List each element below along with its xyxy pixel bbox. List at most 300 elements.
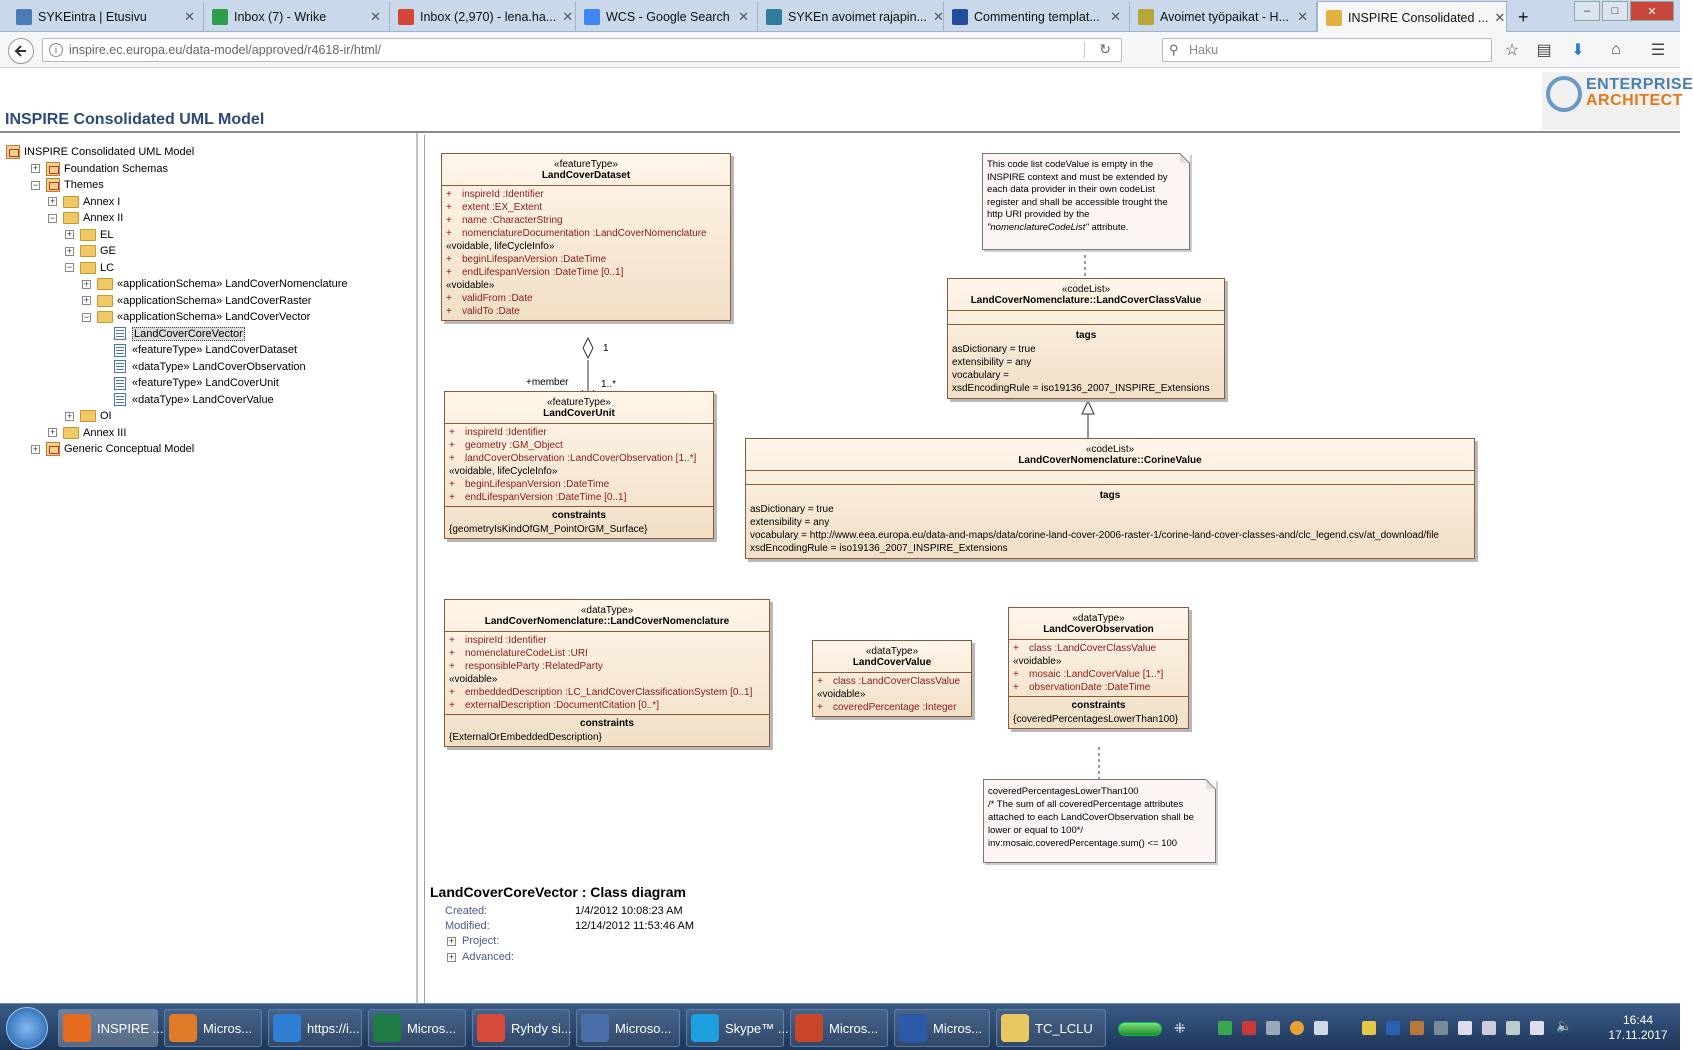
tree-node[interactable] — [48, 194, 120, 210]
note-tail: attribute. — [1088, 221, 1129, 233]
attribute-text: coveredPercentage :Integer — [833, 702, 957, 713]
constraint: {coveredPercentagesLowerThan100} — [1013, 714, 1179, 725]
uml-attribute — [449, 686, 769, 699]
tree-node-label: Generic Conceptual Model — [64, 443, 195, 455]
visibility-public-icon: + — [446, 293, 452, 304]
uml-attribute — [446, 201, 730, 214]
tree-node-label: Annex III — [83, 426, 127, 439]
attribute-text: name :CharacterString — [462, 215, 563, 226]
mult-top: 1 — [603, 343, 609, 354]
browser-tab[interactable] — [758, 2, 944, 32]
collapse-icon[interactable]: − — [32, 179, 39, 190]
browser-tab[interactable] — [8, 2, 204, 32]
uml-attribute — [449, 491, 709, 504]
uml-attribute — [1013, 681, 1184, 694]
constraints-title: constraints — [1071, 700, 1126, 711]
tree-node[interactable] — [99, 342, 297, 358]
maximize-button[interactable]: □ — [1602, 1, 1628, 21]
tab-label: Commenting templat... — [974, 10, 1100, 24]
tree-node[interactable] — [65, 243, 116, 259]
taskbar-button[interactable] — [164, 1009, 262, 1047]
app-icon — [477, 1014, 505, 1042]
visibility-public-icon: + — [449, 661, 455, 672]
expand-icon[interactable]: + — [66, 410, 73, 421]
class-landcoverobservation[interactable] — [1008, 607, 1189, 729]
tray-update-icon[interactable] — [1290, 1021, 1304, 1035]
tray-monitor-icon[interactable] — [1434, 1021, 1448, 1035]
taskbar-button-label: Micros... — [407, 1020, 457, 1036]
visibility-public-icon: + — [449, 440, 455, 451]
uml-attribute — [446, 292, 730, 305]
tab-close-icon[interactable]: ✕ — [1297, 9, 1308, 24]
browser-tab[interactable] — [390, 2, 576, 32]
expand-icon[interactable]: + — [83, 295, 90, 305]
uml-attribute — [449, 478, 709, 491]
taskbar-button-label: https://i... — [307, 1020, 360, 1036]
tree-node-label: Annex I — [83, 195, 121, 208]
app-icon — [169, 1014, 197, 1042]
package-icon — [46, 442, 60, 456]
tree-node-label: Foundation Schemas — [64, 162, 168, 175]
text-line: xsdEncodingRule = iso19136_2007_INSPIRE_Extensions — [750, 543, 1008, 554]
attribute-text: mosaic :LandCoverValue [1..*] — [1029, 669, 1164, 680]
uml-attribute — [446, 266, 730, 279]
attribute-text: beginLifespanVersion :DateTime — [465, 479, 610, 490]
visibility-public-icon: + — [449, 635, 455, 646]
system-clock[interactable] — [1604, 1013, 1672, 1043]
modified-label — [445, 920, 490, 932]
package-icon — [46, 178, 60, 192]
tree-node[interactable] — [82, 276, 348, 292]
attribute-text: inspireId :Identifier — [465, 635, 547, 646]
folder-icon — [63, 196, 79, 208]
class-icon — [114, 377, 126, 390]
tray-app-icon[interactable] — [1386, 1021, 1400, 1035]
search-icon: ⚲ — [1169, 42, 1179, 57]
attr-group: «voidable, lifeCycleInfo» — [449, 466, 558, 477]
uml-attribute — [446, 253, 730, 266]
class-name: LandCoverObservation — [1043, 624, 1154, 635]
logo-ring-icon — [1546, 76, 1582, 112]
text-line: vocabulary = — [952, 370, 1009, 381]
attribute-text: validTo :Date — [462, 306, 520, 317]
browser-tab[interactable] — [1317, 1, 1507, 33]
class-name: LandCoverNomenclature::LandCoverNomenclature — [484, 616, 730, 627]
tab-favicon-icon — [952, 9, 968, 25]
note-italic: "nomenclatureCodeList" — [987, 221, 1089, 233]
taskbar-button-label: INSPIRE ... — [97, 1020, 164, 1036]
tray-flag-icon[interactable] — [1482, 1021, 1496, 1035]
modified-key: Modified: — [445, 920, 490, 932]
uml-attribute — [449, 699, 769, 712]
uml-attribute — [817, 701, 967, 714]
tab-close-icon[interactable]: ✕ — [1110, 9, 1121, 24]
constraint: {ExternalOrEmbeddedDescription} — [449, 732, 602, 743]
tray-folder-icon[interactable] — [1362, 1021, 1376, 1035]
uml-attribute — [449, 426, 709, 439]
page-title: INSPIRE Consolidated UML Model — [5, 111, 265, 128]
advanced-expander[interactable] — [447, 951, 514, 963]
app-icon — [373, 1014, 401, 1042]
visibility-public-icon: + — [817, 676, 823, 687]
tray-sync-icon[interactable] — [1218, 1021, 1232, 1035]
tree-node-label: Themes — [64, 179, 104, 191]
generalization-triangle-icon — [1082, 401, 1094, 414]
class-landcoverunit[interactable] — [444, 391, 714, 539]
folder-icon — [80, 245, 96, 257]
visibility-public-icon: + — [446, 254, 452, 265]
created-value: 1/4/2012 10:08:23 AM — [575, 905, 683, 917]
constraints-title: constraints — [552, 510, 606, 521]
advanced-label: Advanced: — [462, 951, 514, 963]
tree-node-label: «applicationSchema» LandCoverVector — [117, 311, 311, 323]
attribute-text: extent :EX_Extent — [462, 202, 543, 213]
tab-favicon-icon — [584, 9, 600, 25]
attribute-text: endLifespanVersion :DateTime [0..1] — [465, 492, 627, 503]
folder-icon — [97, 311, 113, 323]
tray-battery-icon[interactable] — [1506, 1021, 1520, 1035]
logo-line2: ARCHITECT — [1586, 92, 1683, 109]
tray-device-icon[interactable] — [1266, 1021, 1280, 1035]
info-icon[interactable]: i — [49, 43, 63, 57]
expand-icon[interactable]: + — [49, 427, 56, 437]
tree-node-label: Annex II — [83, 212, 124, 224]
app-icon — [795, 1014, 823, 1042]
class-landcovernomenclature[interactable] — [444, 599, 770, 747]
collapse-icon[interactable]: − — [83, 311, 90, 322]
model-tree-pane — [0, 133, 418, 1003]
class-landcoverclassvalue[interactable] — [947, 278, 1225, 399]
note-codelist[interactable] — [982, 153, 1190, 250]
uml-attribute — [446, 214, 730, 227]
collapse-icon[interactable]: − — [66, 262, 73, 272]
taskbar-button[interactable] — [790, 1009, 888, 1047]
aggregation-diamond-icon — [583, 338, 593, 358]
tray-people-icon[interactable] — [1314, 1021, 1328, 1035]
reading-list-icon[interactable]: ▤ — [1536, 42, 1552, 59]
clock-date: 17.11.2017 — [1608, 1028, 1668, 1042]
taskbar-button-label: Micros... — [829, 1020, 879, 1036]
tab-close-icon[interactable]: ✕ — [738, 9, 749, 24]
class-corinevalue[interactable] — [745, 438, 1475, 559]
attribute-text: class :LandCoverClassValue — [1029, 643, 1157, 654]
attr-group: «voidable» — [817, 689, 866, 700]
constraints-title: constraints — [580, 718, 634, 729]
tray-network-icon[interactable] — [1458, 1021, 1472, 1035]
class-name: LandCoverNomenclature::LandCoverClassValue — [970, 295, 1202, 306]
stereotype: «featureType» — [547, 397, 611, 408]
url-bar[interactable] — [42, 38, 1122, 62]
tab-label: Inbox (7) - Wrike — [234, 10, 327, 24]
visibility-public-icon: + — [446, 228, 452, 239]
taskbar-button[interactable] — [996, 1009, 1106, 1047]
stereotype: «featureType» — [554, 159, 618, 170]
reload-icon[interactable]: ↻ — [1099, 41, 1111, 57]
tree-node-label: OI — [100, 410, 112, 422]
taskbar-button-label: Micros... — [933, 1020, 983, 1036]
visibility-public-icon: + — [449, 427, 455, 438]
class-icon — [114, 344, 126, 357]
taskbar-button[interactable] — [472, 1009, 570, 1047]
folder-icon — [97, 278, 113, 290]
project-expander[interactable] — [447, 935, 499, 947]
tab-favicon-icon — [212, 9, 228, 25]
constraint: {geometryIsKindOfGM_PointOrGM_Surface} — [449, 524, 648, 535]
text-line: lower or equal to 100*/ — [988, 825, 1084, 836]
back-arrow-icon — [14, 44, 28, 58]
folder-icon — [97, 295, 113, 307]
tree-node-label: EL — [100, 228, 114, 241]
tab-label: Inbox (2,970) - lena.ha... — [420, 10, 557, 24]
class-landcovervalue[interactable] — [812, 640, 972, 717]
visibility-public-icon: + — [449, 492, 455, 503]
attribute-text: validFrom :Date — [462, 293, 533, 304]
visibility-public-icon: + — [449, 453, 455, 464]
uml-attribute — [449, 634, 769, 647]
class-name: LandCoverDataset — [541, 170, 631, 181]
tree-node[interactable] — [65, 260, 114, 276]
tree-node[interactable] — [48, 425, 126, 441]
visibility-public-icon: + — [446, 267, 452, 278]
clock-time: 16:44 — [1622, 1013, 1654, 1027]
browser-nav-bar — [0, 32, 1680, 68]
created-key: Created: — [445, 905, 488, 917]
expand-icon: + — [448, 951, 455, 962]
tags-title: tags — [1099, 490, 1121, 501]
tab-close-icon[interactable]: ✕ — [184, 9, 195, 24]
diagram-icon — [114, 327, 126, 340]
start-button[interactable] — [6, 1007, 48, 1049]
tree-node[interactable] — [82, 293, 311, 309]
status-pill-icon[interactable] — [1118, 1022, 1162, 1036]
taskbar-button[interactable] — [894, 1009, 990, 1047]
taskbar-button-label: Micros... — [203, 1020, 253, 1036]
folder-icon — [80, 262, 96, 274]
uml-attribute — [449, 660, 769, 673]
text-line: asDictionary = true — [750, 504, 834, 515]
tab-favicon-icon — [1326, 10, 1342, 26]
volume-icon[interactable]: 🔈 — [1556, 1018, 1573, 1033]
tree-node[interactable] — [48, 210, 123, 226]
browser-tab[interactable] — [576, 2, 758, 32]
uml-attribute — [449, 647, 769, 660]
class-name: LandCoverNomenclature::CorineValue — [1018, 455, 1202, 466]
created-label — [445, 905, 487, 917]
taskbar-button-label: Ryhdy si... — [511, 1020, 572, 1036]
expand-icon[interactable]: + — [32, 443, 39, 454]
tags-title: tags — [1075, 330, 1097, 341]
uml-attribute — [446, 188, 730, 201]
attr-group: «voidable» — [449, 674, 498, 685]
note-text: This code list codeValue is empty in the INSPIRE context and must be extended by each data provider in their own codeList register and shall be accessible trought the http URI provided by the — [987, 159, 1168, 220]
text-line: coveredPercentagesLowerThan100 — [988, 786, 1139, 797]
tree-node[interactable] — [31, 161, 168, 177]
attr-group: «voidable» — [1013, 656, 1062, 667]
stereotype: «dataType» — [1072, 613, 1125, 624]
visibility-public-icon: + — [446, 189, 452, 200]
taskbar-button[interactable] — [58, 1009, 164, 1047]
tab-favicon-icon — [766, 9, 782, 25]
taskbar-button-label: Microso... — [615, 1020, 672, 1036]
folder-icon — [80, 410, 96, 422]
browser-tab[interactable] — [204, 2, 390, 32]
tree-node[interactable] — [99, 359, 306, 375]
class-name: LandCoverUnit — [543, 408, 615, 419]
tab-close-icon[interactable]: ✕ — [562, 9, 574, 24]
tree-node[interactable] — [65, 227, 113, 243]
visibility-public-icon: + — [449, 687, 455, 698]
tree-node-label: «applicationSchema» LandCoverNomenclature — [117, 278, 348, 290]
attribute-text: nomenclatureDocumentation :LandCoverNomenclature — [462, 228, 707, 239]
role-member: +member — [526, 377, 569, 388]
app-icon — [581, 1014, 609, 1042]
class-landcoverdataset[interactable] — [441, 153, 731, 321]
attribute-text: class :LandCoverClassValue — [833, 676, 961, 687]
visibility-public-icon: + — [1013, 669, 1019, 680]
home-icon[interactable]: ⌂ — [1611, 41, 1621, 58]
search-input[interactable] — [1162, 38, 1492, 62]
tab-close-icon[interactable]: ✕ — [932, 9, 944, 24]
expand-icon[interactable]: + — [32, 163, 39, 173]
attr-group: «voidable, lifeCycleInfo» — [446, 241, 555, 252]
attribute-text: nomenclatureCodeList :URI — [465, 648, 588, 659]
attribute-text: observationDate :DateTime — [1029, 682, 1151, 693]
stereotype: «codeList» — [1085, 444, 1135, 455]
visibility-public-icon: + — [446, 215, 452, 226]
uml-attribute — [449, 439, 709, 452]
project-label: Project: — [462, 935, 500, 947]
visibility-public-icon: + — [446, 306, 452, 317]
tree-node[interactable] — [31, 441, 194, 457]
stereotype: «codeList» — [1061, 284, 1111, 295]
url-divider — [1084, 42, 1085, 58]
app-icon — [63, 1014, 91, 1042]
diagram-title: LandCoverCoreVector : Class diagram — [430, 884, 686, 900]
taskbar-button[interactable] — [576, 1009, 680, 1047]
taskbar-button[interactable] — [686, 1009, 789, 1047]
visibility-public-icon: + — [446, 202, 452, 213]
app-icon — [1001, 1014, 1029, 1042]
expand-icon: + — [448, 935, 455, 946]
tree-node[interactable] — [99, 326, 245, 342]
root-model-icon — [6, 145, 20, 159]
tab-close-icon[interactable]: ✕ — [1494, 9, 1506, 25]
tab-favicon-icon — [1138, 9, 1154, 25]
tree-node-label: LC — [100, 261, 115, 274]
tree-node[interactable] — [6, 144, 194, 160]
diagram-pane — [424, 135, 1680, 1003]
text-line: /* The sum of all coveredPercentage attributes — [988, 799, 1184, 810]
modified-value: 12/14/2012 11:53:46 AM — [575, 920, 695, 932]
app-icon — [273, 1014, 301, 1042]
menu-icon[interactable]: ☰ — [1650, 42, 1666, 59]
windows-taskbar — [0, 1003, 1680, 1050]
tray-shield-icon[interactable] — [1242, 1021, 1256, 1035]
tab-favicon-icon — [16, 9, 32, 25]
browser-tab[interactable] — [1130, 2, 1317, 32]
new-tab-button[interactable]: + — [1518, 6, 1529, 27]
attribute-text: embeddedDescription :LC_LandCoverClassificationSystem [0..1] — [465, 687, 753, 698]
class-name: LandCoverValue — [852, 657, 932, 668]
attribute-text: beginLifespanVersion :DateTime — [462, 254, 607, 265]
expand-icon[interactable]: + — [49, 196, 56, 206]
taskbar-button-label: Skype™ ... — [725, 1020, 789, 1036]
text-line: asDictionary = true — [952, 344, 1036, 355]
tree-node-label: «featureType» LandCoverDataset — [132, 344, 298, 356]
class-icon — [114, 393, 126, 406]
tab-favicon-icon — [398, 9, 414, 25]
visibility-public-icon: + — [1013, 643, 1019, 654]
tray-signal-icon[interactable] — [1530, 1021, 1544, 1035]
visibility-public-icon: + — [449, 479, 455, 490]
taskbar-button[interactable] — [268, 1009, 362, 1047]
expand-icon[interactable]: + — [66, 245, 73, 256]
mult-bottom: 1..* — [601, 379, 617, 390]
tray-expand-icon[interactable]: ⁜ — [1174, 1020, 1186, 1036]
visibility-public-icon: + — [817, 702, 823, 713]
attribute-text: responsibleParty :RelatedParty — [465, 661, 603, 672]
tree-node[interactable] — [82, 309, 310, 325]
visibility-public-icon: + — [449, 648, 455, 659]
text-line: extensibility = any — [952, 357, 1032, 368]
text-line: xsdEncodingRule = iso19136_2007_INSPIRE_Extensions — [952, 383, 1210, 394]
attribute-text: geometry :GM_Object — [465, 440, 563, 451]
tree-node-label: LandCoverCoreVector — [134, 327, 243, 340]
minimize-button[interactable]: – — [1574, 1, 1600, 21]
tree-node-label: INSPIRE Consolidated UML Model — [24, 146, 195, 158]
tree-node[interactable] — [99, 392, 274, 408]
uml-attribute — [817, 675, 967, 688]
text-line: attached to each LandCoverObservation shall be — [988, 812, 1194, 823]
tree-node-label: GE — [100, 245, 116, 257]
note-constraint[interactable] — [983, 779, 1216, 863]
tree-node-label: «applicationSchema» LandCoverRaster — [117, 294, 312, 307]
tree-node[interactable] — [99, 375, 279, 391]
collapse-icon[interactable]: − — [49, 212, 56, 223]
bookmark-star-icon[interactable]: ☆ — [1504, 42, 1520, 59]
tree-node-label: «featureType» LandCoverUnit — [132, 377, 279, 389]
taskbar-button[interactable] — [368, 1009, 466, 1047]
tab-label: Avoimet työpaikat - H... — [1160, 10, 1289, 24]
expand-icon[interactable]: + — [83, 278, 90, 289]
tab-label: SYKEn avoimet rajapin... — [788, 10, 927, 24]
text-line: vocabulary = http://www.eea.europa.eu/data-and-maps/data/corine-land-cover-2006-raster-1/corine-land-cover-classes-and/clc_legend.csv/at_download/file — [750, 530, 1439, 541]
stereotype: «dataType» — [580, 605, 634, 616]
uml-attribute — [446, 305, 730, 318]
downloads-icon[interactable]: ⬇ — [1571, 42, 1585, 59]
back-button[interactable] — [8, 38, 34, 64]
attribute-text: endLifespanVersion :DateTime [0..1] — [462, 267, 624, 278]
tree-node-label: «dataType» LandCoverValue — [132, 393, 274, 406]
app-icon — [899, 1014, 927, 1042]
folder-icon — [63, 212, 79, 224]
tree-node[interactable] — [65, 408, 112, 424]
tree-node[interactable] — [31, 177, 104, 193]
uml-attribute — [449, 452, 709, 465]
browser-tab[interactable] — [944, 2, 1130, 32]
tab-close-icon[interactable]: ✕ — [370, 9, 381, 24]
tray-power-icon[interactable] — [1410, 1021, 1424, 1035]
uml-attribute — [446, 227, 730, 240]
browser-tab-bar — [0, 0, 1680, 32]
app-icon — [691, 1014, 719, 1042]
attribute-text: inspireId :Identifier — [462, 189, 544, 200]
text-line: inv:mosaic.coveredPercentage.sum() <= 100 — [988, 838, 1178, 849]
attribute-text: externalDescription :DocumentCitation [0..*] — [465, 700, 659, 711]
close-window-button[interactable]: ✕ — [1630, 1, 1674, 21]
expand-icon[interactable]: + — [66, 229, 73, 239]
search-placeholder: Haku — [1189, 43, 1219, 57]
